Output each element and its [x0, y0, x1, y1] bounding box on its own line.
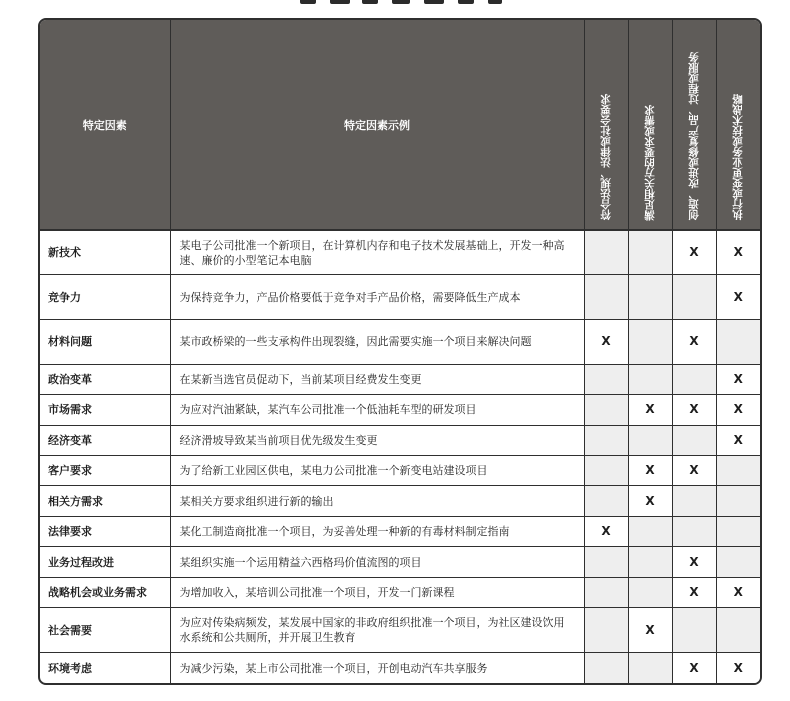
mark-strategy-cell: [716, 486, 760, 516]
factor-cell: 市场需求: [40, 395, 170, 425]
mark-stakeholder-cell: X: [628, 395, 672, 425]
table-row: [40, 275, 760, 320]
example-cell: 经济滑坡导致某当前项目优先级发生变更: [170, 425, 584, 455]
table-header-row: [40, 20, 760, 230]
mark-legal-cell: X: [584, 516, 628, 546]
header-create-improve: [672, 20, 716, 230]
mark-legal-cell: X: [584, 319, 628, 364]
table-row: [40, 230, 760, 275]
mark-stakeholder-cell: [628, 653, 672, 684]
mark-create-cell: [672, 608, 716, 653]
mark-legal-cell: [584, 275, 628, 320]
factor-cell: 政治变革: [40, 364, 170, 394]
mark-stakeholder-cell: X: [628, 455, 672, 485]
table-row: [40, 608, 760, 653]
mark-stakeholder-cell: X: [628, 608, 672, 653]
mark-legal-cell: [584, 547, 628, 577]
table-row: [40, 319, 760, 364]
mark-strategy-cell: [716, 516, 760, 546]
factor-cell: 相关方需求: [40, 486, 170, 516]
mark-strategy-cell: X: [716, 653, 760, 684]
mark-strategy-cell: [716, 455, 760, 485]
mark-strategy-cell: X: [716, 577, 760, 607]
factor-cell: 竞争力: [40, 275, 170, 320]
table-row: [40, 516, 760, 546]
table-row: [40, 653, 760, 684]
mark-strategy-cell: X: [716, 425, 760, 455]
example-cell: 为减少污染，某上市公司批准一个项目，开创电动汽车共享服务: [170, 653, 584, 684]
mark-legal-cell: [584, 425, 628, 455]
table-row: [40, 425, 760, 455]
mark-create-cell: X: [672, 319, 716, 364]
example-cell: 某化工制造商批准一个项目，为妥善处理一种新的有毒材料制定指南: [170, 516, 584, 546]
header-legal-label: 符合法规、法律或社会要求: [599, 94, 612, 220]
header-strategy-label: 执行或变更业务或技术战略: [731, 94, 744, 220]
mark-strategy-cell: X: [716, 364, 760, 394]
example-cell: 为应对传染病频发，某发展中国家的非政府组织批准一个项目，为社区建设饮用水系统和公共厕所，并开展卫生教育: [170, 608, 584, 653]
header-legal-requirement: [584, 20, 628, 230]
example-cell: 为应对汽油紧缺，某汽车公司批准一个低油耗车型的研发项目: [170, 395, 584, 425]
header-strategy: [716, 20, 760, 230]
cropped-title-strip: [0, 0, 790, 14]
mark-strategy-cell: [716, 319, 760, 364]
mark-legal-cell: [584, 577, 628, 607]
mark-legal-cell: [584, 608, 628, 653]
mark-strategy-cell: X: [716, 230, 760, 275]
table-row: [40, 577, 760, 607]
header-stakeholder-needs: [628, 20, 672, 230]
example-cell: 在某新当选官员促动下，当前某项目经费发生变更: [170, 364, 584, 394]
mark-create-cell: [672, 275, 716, 320]
mark-stakeholder-cell: [628, 230, 672, 275]
factor-cell: 环境考虑: [40, 653, 170, 684]
table-row: [40, 547, 760, 577]
mark-legal-cell: [584, 364, 628, 394]
table-row: [40, 364, 760, 394]
table-row: [40, 486, 760, 516]
factor-cell: 战略机会或业务需求: [40, 577, 170, 607]
mark-create-cell: X: [672, 577, 716, 607]
factor-cell: 客户要求: [40, 455, 170, 485]
mark-create-cell: X: [672, 230, 716, 275]
mark-legal-cell: [584, 395, 628, 425]
header-create-label: 创造、改进或修复产品、过程或服务: [687, 52, 700, 220]
example-cell: 某电子公司批准一个新项目，在计算机内存和电子技术发展基础上，开发一种高速、廉价的小型笔记本电脑: [170, 230, 584, 275]
mark-stakeholder-cell: [628, 425, 672, 455]
example-cell: 为了给新工业园区供电，某电力公司批准一个新变电站建设项目: [170, 455, 584, 485]
factor-cell: 经济变革: [40, 425, 170, 455]
factor-cell: 社会需要: [40, 608, 170, 653]
table-row: [40, 455, 760, 485]
mark-create-cell: [672, 516, 716, 546]
example-cell: 某市政桥梁的一些支承构件出现裂缝，因此需要实施一个项目来解决问题: [170, 319, 584, 364]
mark-strategy-cell: X: [716, 395, 760, 425]
header-factor: 特定因素: [40, 20, 170, 230]
mark-stakeholder-cell: [628, 516, 672, 546]
mark-stakeholder-cell: [628, 547, 672, 577]
mark-strategy-cell: [716, 547, 760, 577]
mark-legal-cell: [584, 653, 628, 684]
mark-create-cell: X: [672, 455, 716, 485]
mark-legal-cell: [584, 486, 628, 516]
mark-strategy-cell: X: [716, 275, 760, 320]
header-example: 特定因素示例: [170, 20, 584, 230]
factor-cell: 材料问题: [40, 319, 170, 364]
mark-legal-cell: [584, 230, 628, 275]
mark-create-cell: [672, 486, 716, 516]
mark-create-cell: X: [672, 395, 716, 425]
mark-create-cell: X: [672, 653, 716, 684]
factor-cell: 法律要求: [40, 516, 170, 546]
mark-create-cell: [672, 425, 716, 455]
mark-legal-cell: [584, 455, 628, 485]
example-cell: 某相关方要求组织进行新的输出: [170, 486, 584, 516]
example-cell: 某组织实施一个运用精益六西格玛价值流图的项目: [170, 547, 584, 577]
mark-strategy-cell: [716, 608, 760, 653]
table-body: [40, 230, 760, 683]
factor-cell: 新技术: [40, 230, 170, 275]
factors-table: [38, 18, 762, 685]
example-cell: 为增加收入，某培训公司批准一个项目，开发一门新课程: [170, 577, 584, 607]
mark-create-cell: X: [672, 547, 716, 577]
mark-stakeholder-cell: X: [628, 486, 672, 516]
example-cell: 为保持竞争力，产品价格要低于竞争对手产品价格，需要降低生产成本: [170, 275, 584, 320]
mark-stakeholder-cell: [628, 275, 672, 320]
header-stakeholder-label: 满足相关方的要求或需求: [643, 104, 656, 220]
mark-stakeholder-cell: [628, 364, 672, 394]
mark-stakeholder-cell: [628, 319, 672, 364]
table-row: [40, 395, 760, 425]
mark-create-cell: [672, 364, 716, 394]
mark-stakeholder-cell: [628, 577, 672, 607]
factor-cell: 业务过程改进: [40, 547, 170, 577]
